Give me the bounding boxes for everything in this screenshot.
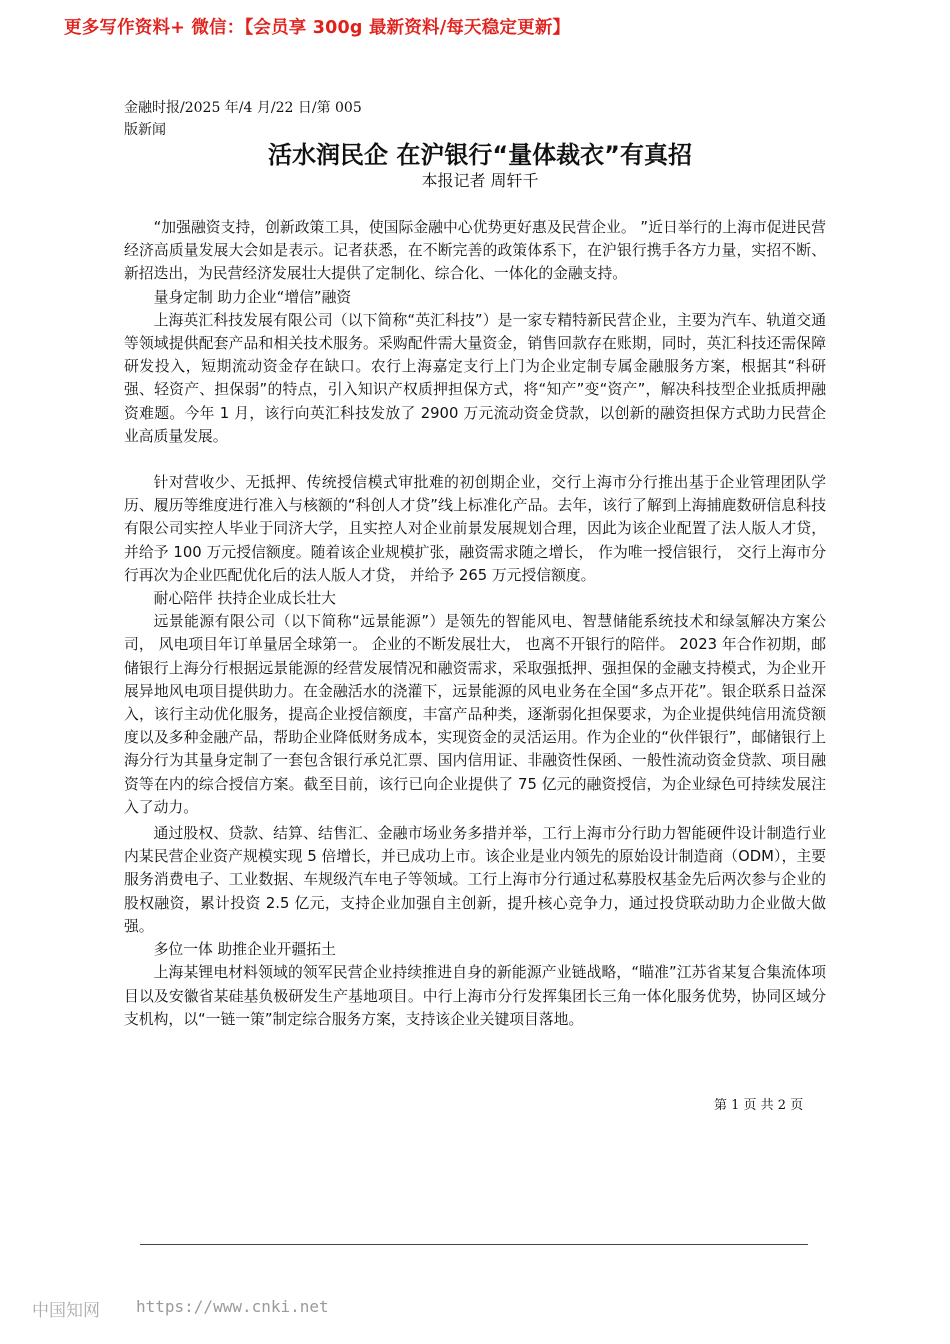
section-heading: 耐心陪伴 扶持企业成长壮大 [153,590,336,608]
source-meta [124,97,424,141]
source-line-1: 金融时报/2025 年/4 月/22 日/第 005 [124,100,362,116]
paragraph: 上海英汇科技发展有限公司（以下简称“英汇科技”）是一家专精特新民营企业，主要为汽车、轨道交通等领域提供配套产品和相关技术服务。采购配件需大量资金，销售回款存在账期，同时，英汇科技还需保障研发投入，短期流动资金存在缺口。农行上海嘉定支行上门为企业定制专属金融服务方案，根据其“科研强、轻资产、担保弱”的特点，引入知识产权质押担保方式，将“知产”变“资产”，解决科技型企业抵质押融资难题。今年 1 月，该行向英汇科技发放了 2900 万元流动资金贷款，以创新的融资担保方式助力民营企业高质量发展。 [124,311,826,445]
paragraph: “加强融资支持，创新政策工具，使国际金融中心优势更好惠及民营企业。 ”近日举行的上海市促进民营经济高质量发展大会如是表示。记者获悉，在不断完善的政策体系下，在沪银行携手各方力量，实招不断、新招迭出，为民营经济发展壮大提供了定制化、综合化、一体化的金融支持。 [124,219,826,283]
paragraph: 远景能源有限公司（以下简称“远景能源”）是领先的智能风电、智慧储能系统技术和绿氢解决方案公司， 风电项目年订单量居全球第一。 企业的不断发展壮大， 也离不开银行的陪伴。 2023 年合作初期，邮储银行上海分行根据远景能源的经营发展情况和融资需求，采取强抵押、强担保的金融支持模式，为企业开展异地风电项目提供助力。在金融活水的浇灌下，远景能源的风电业务在全国“多点开花”。银企联系日益深入，该行主动优化服务，提高企业授信额度，丰富产品种类，逐渐弱化担保要求，为企业提供纯信用流贷额度以及多种金融产品，帮助企业降低财务成本，实现资金的灵活运用。作为企业的“伙伴银行”，邮储银行上海分行为其量身定制了一套包含银行承兑汇票、国内信用证、非融资性保函、一般性流动资金贷款、项目融资等在内的综合授信方案。截至目前，该行已向企业提供了 75 亿元的融资授信，为企业绿色可持续发展注入了动力。 [124,613,826,816]
section-heading: 多位一体 助推企业开疆拓土 [153,941,336,959]
footer-divider [140,1244,808,1245]
cnki-logo: 中国知网 [32,1301,100,1321]
cnki-url: https://www.cnki.net [136,1297,329,1316]
article-byline: 本报记者 周轩千 [421,171,539,190]
article-title: 活水润民企 在沪银行“量体裁衣”有真招 [268,141,692,169]
paragraph: 上海某锂电材料领域的领军民营企业持续推进自身的新能源产业链战略，“瞄准”江苏省某复合集流体项目以及安徽省某硅基负极研发生产基地项目。中行上海市分行发挥集团长三角一体化服务优势，协同区域分支机构，以“一链一策”制定综合服务方案，支持该企业关键项目落地。 [124,964,826,1028]
promo-banner: 更多写作资料+ 微信：【会员享 300g 最新资料/每天稳定更新】 [64,18,571,38]
source-line-2: 版新闻 [124,122,166,138]
paragraph: 针对营收少、无抵押、传统授信模式审批难的初创期企业，交行上海市分行推出基于企业管理团队学历、履历等维度进行准入与核额的“科创人才贷”线上标准化产品。去年，该行了解到上海捕鹿数研信息科技有限公司实控人毕业于同济大学，且实控人对企业前景发展规划合理，因此为该企业配置了法人版人才贷，并给予 100 万元授信额度。随着该企业规模扩张，融资需求随之增长， 作为唯一授信银行， 交行上海市分行再次为企业匹配优化后的法人版人才贷， 并给予 265 万元授信额度。 [124,474,826,584]
page-number: 第 1 页 共 2 页 [714,1098,804,1113]
section-heading: 量身定制 助力企业“增信”融资 [153,288,352,306]
article-body [124,216,826,1031]
paragraph: 通过股权、贷款、结算、结售汇、金融市场业务多措并举，工行上海市分行助力智能硬件设计制造行业内某民营企业资产规模实现 5 倍增长，并已成功上市。该企业是业内领先的原始设计制造商（ODM），主要服务消费电子、工业数据、车规级汽车电子等领域。工行上海市分行通过私募股权基金先后两次参与企业的股权融资，累计投资 2.5 亿元，支持企业加强自主创新，提升核心竞争力，通过投贷联动助力企业做大做强。 [124,825,826,935]
